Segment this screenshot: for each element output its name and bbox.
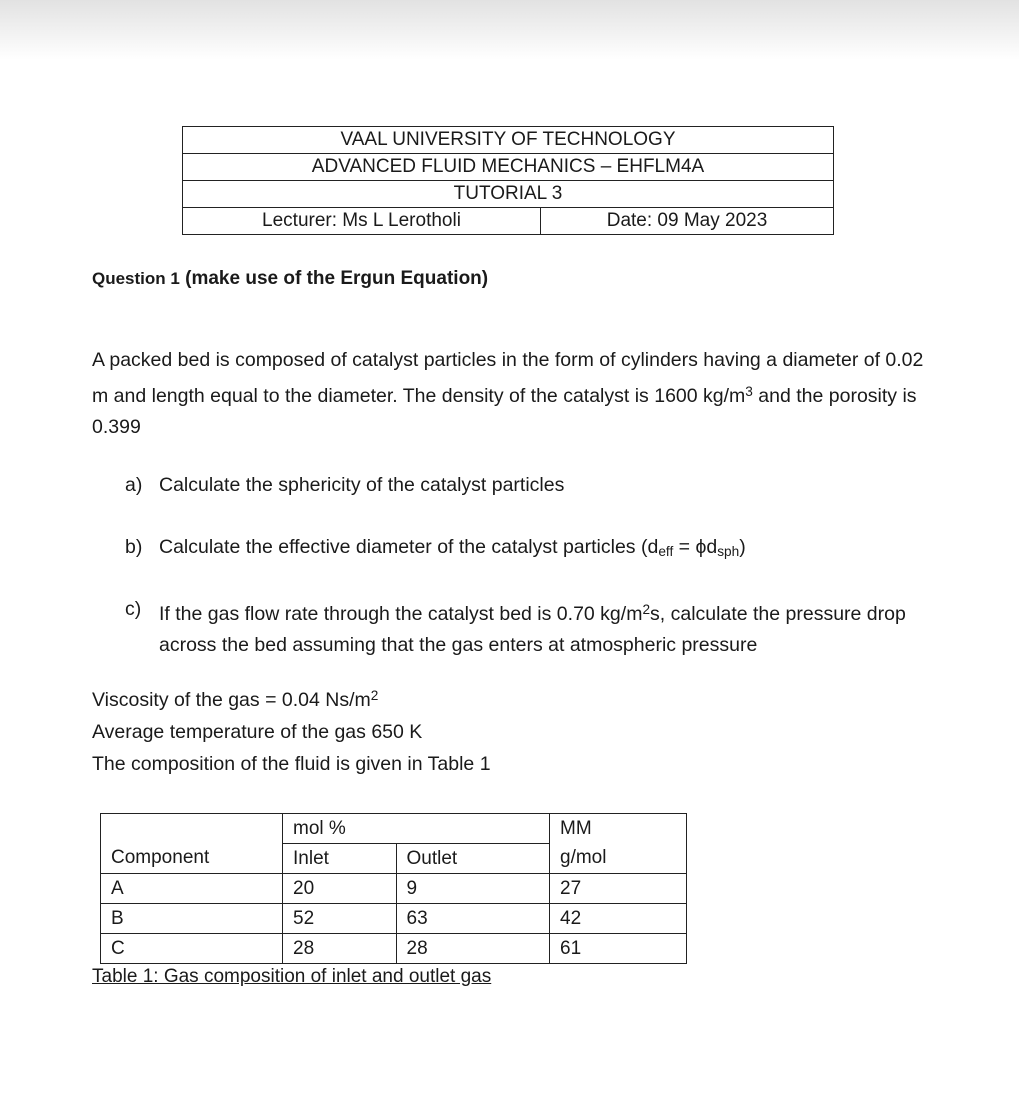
inlet-header: Inlet <box>283 844 397 874</box>
component-cell: A <box>101 874 283 904</box>
tutorial-title: TUTORIAL 3 <box>183 181 834 208</box>
inlet-cell: 52 <box>283 904 397 934</box>
component-cell: C <box>101 934 283 964</box>
header-table <box>182 126 834 235</box>
mm-cell: 61 <box>550 934 687 964</box>
outlet-cell: 63 <box>396 904 550 934</box>
outlet-cell: 28 <box>396 934 550 964</box>
table-row <box>101 934 687 964</box>
item-label: b) <box>125 536 143 558</box>
question-title <box>92 268 488 290</box>
sub-question-b <box>125 532 925 564</box>
item-text <box>159 532 746 567</box>
viscosity-text: Viscosity of the gas = 0.04 Ns/m <box>92 689 371 711</box>
item-text-end: ) <box>739 536 746 558</box>
paragraph-text: A packed bed is composed of catalyst particles in the form of cylinders having a diameter of 0.02 m and length equal to the diameter. The density of the catalyst is 1600 kg/m <box>92 349 924 407</box>
subscript-sph: sph <box>717 544 740 559</box>
question-hint: (make use of the Ergun Equation) <box>185 268 489 289</box>
mol-header-span <box>396 814 550 844</box>
outlet-header: Outlet <box>396 844 550 874</box>
table-subheader-row <box>101 844 687 874</box>
paragraph-superscript: 3 <box>745 384 753 399</box>
item-text <box>159 594 939 661</box>
subscript-eff: eff <box>658 544 674 559</box>
mol-header: mol % <box>283 814 397 844</box>
viscosity-superscript: 2 <box>370 688 379 703</box>
table-header-row <box>101 814 687 844</box>
question-paragraph <box>92 345 932 443</box>
inlet-cell: 20 <box>283 874 397 904</box>
mm-cell: 27 <box>550 874 687 904</box>
composition-note: The composition of the fluid is given in Table 1 <box>92 753 491 775</box>
date-cell: Date: 09 May 2023 <box>541 208 834 235</box>
mm-cell: 42 <box>550 904 687 934</box>
header-blank <box>101 814 283 844</box>
item-text: Calculate the sphericity of the catalyst particles <box>159 474 565 496</box>
temperature-line: Average temperature of the gas 650 K <box>92 721 423 743</box>
inlet-cell: 28 <box>283 934 397 964</box>
table-row <box>101 874 687 904</box>
sub-question-a <box>125 470 925 502</box>
sub-question-c <box>125 594 935 658</box>
lecturer-cell: Lecturer: Ms L Lerotholi <box>183 208 541 235</box>
component-cell: B <box>101 904 283 934</box>
item-text-mid: = ϕd <box>673 536 718 558</box>
item-label: c) <box>125 598 142 620</box>
mm-header: MM <box>550 814 687 844</box>
paragraph-text-end: and the porosity is 0.399 <box>92 385 917 438</box>
item-text-end: s, calculate the pressure drop across the bed assuming that the gas enters at atmospheric pressure <box>159 603 906 656</box>
table-caption: Table 1: Gas composition of inlet and outlet gas <box>92 966 492 987</box>
table-row <box>101 904 687 934</box>
university-name: VAAL UNIVERSITY OF TECHNOLOGY <box>183 127 834 154</box>
viscosity-line <box>92 688 378 712</box>
top-shadow <box>0 0 1019 60</box>
question-number: Question 1 <box>92 269 180 288</box>
item-text-start: If the gas flow rate through the catalyst bed is 0.70 kg/m <box>159 603 643 625</box>
item-text-start: Calculate the effective diameter of the catalyst particles (d <box>159 536 659 558</box>
component-header: Component <box>101 844 283 874</box>
course-name: ADVANCED FLUID MECHANICS – EHFLM4A <box>183 154 834 181</box>
item-superscript: 2 <box>642 602 651 617</box>
item-label: a) <box>125 474 143 496</box>
composition-table <box>100 813 687 964</box>
outlet-cell: 9 <box>396 874 550 904</box>
unit-header: g/mol <box>550 844 687 874</box>
